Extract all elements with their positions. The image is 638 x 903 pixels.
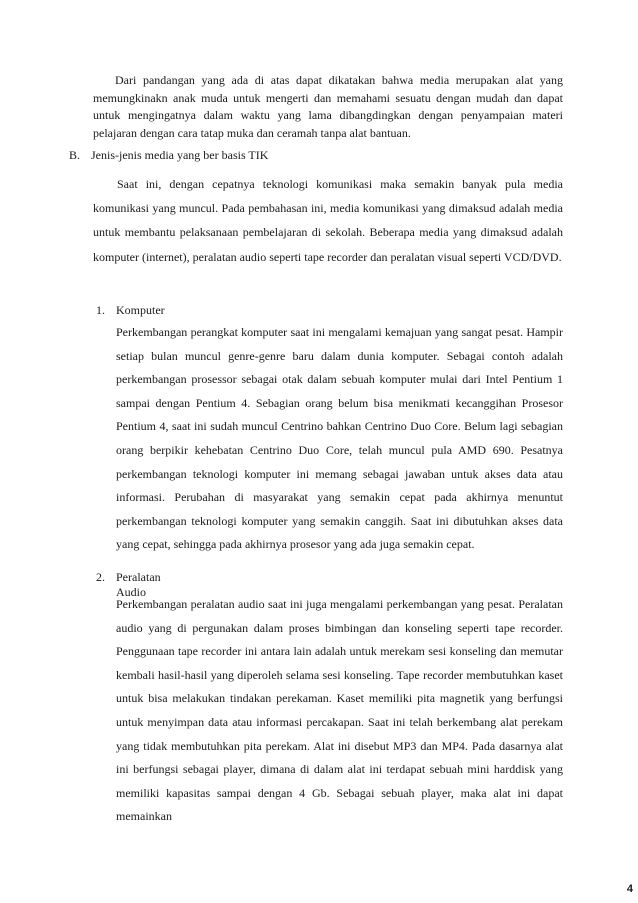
section-b-heading: Jenis-jenis media yang ber basis TIK — [91, 148, 269, 162]
list-item-title: Komputer — [116, 303, 165, 317]
page-number: 4 — [626, 883, 633, 895]
section-b-paragraph: Saat ini, dengan cepatnya teknologi komunikasi maka semakin banyak pula media komunikasi yang muncul. Pada pembahasan ini, media komunikasi yang dimaksud adalah media untuk membantu pelaksanaan pembelajaran di sekolah. Beberapa media yang dimaksud adalah komputer (internet), peralatan audio seperti tape recorder dan peralatan visual seperti VCD/DVD. — [93, 177, 563, 264]
list-item-title: Peralatan Audio — [116, 570, 161, 599]
list-item-body-peralatan-audio: Perkembangan peralatan audio saat ini juga mengalami perkembangan yang pesat. Peralatan audio yang di pergunakan dalam proses bimbingan dan konseling seperti tape recorder. Penggunaan tape recorder ini antara lain adalah untuk merekam sesi konseling dan memutar kembali hasil-hasil yang diperoleh selama sesi konseling. Tape recorder membutuhkan kaset untuk bisa melakukan tindakan perekaman. Kaset memiliki pita magnetik yang berfungsi untuk menyimpan data atau informasi percakapan. Saat ini telah berkembang alat perekam yang tidak membutuhkan pita perekam. Alat ini disebut MP3 dan MP4. Pada dasarnya alat ini berfungsi sebagai player, dimana di dalam alat ini terdapat sebuah mini harddisk yang memiliki kapasitas sampai dengan 4 Gb. Sebagai sebuah player, maka alat ini dapat memainkan — [116, 597, 563, 824]
section-b-marker: B. — [69, 148, 81, 162]
list-item-number: 1. — [96, 303, 105, 317]
list-item-number: 2. — [96, 570, 105, 584]
intro-paragraph: Dari pandangan yang ada di atas dapat dikatakan bahwa media merupakan alat yang memungkinakn anak muda untuk mengerti dan memahami sesuatu dengan mudah dan dapat untuk mengingatnya dalam waktu yang lama dibangdingkan dengan penyampaian materi pelajaran dengan cara tatap muka dan ceramah tanpa alat bantuan. — [93, 73, 563, 140]
list-item-body-komputer: Perkembangan perangkat komputer saat ini mengalami kemajuan yang sangat pesat. Hampir setiap bulan muncul genre-genre baru dalam dunia komputer. Sebagai contoh adalah perkembangan prosessor sebagai otak dalam sebuah komputer mulai dari Intel Pentium 1 sampai dengan Pentium 4. Sebagian orang belum bisa menikmati kecanggihan Prosesor Pentium 4, saat ini sudah muncul Centrino bahkan Centrino Duo Core. Belum lagi sebagian orang berpikir kehebatan Centrino Duo Core, telah muncul pula AMD 690. Pesatnya perkembangan teknologi komputer ini memang sebagai jawaban untuk akses data atau informasi. Perubahan di masyarakat yang semakin cepat pada akhirnya menuntut perkembangan teknologi komputer yang semakin canggih. Saat ini dibutuhkan akses data yang cepat, sehingga pada akhirnya prosesor yang ada juga semakin cepat. — [116, 325, 563, 552]
